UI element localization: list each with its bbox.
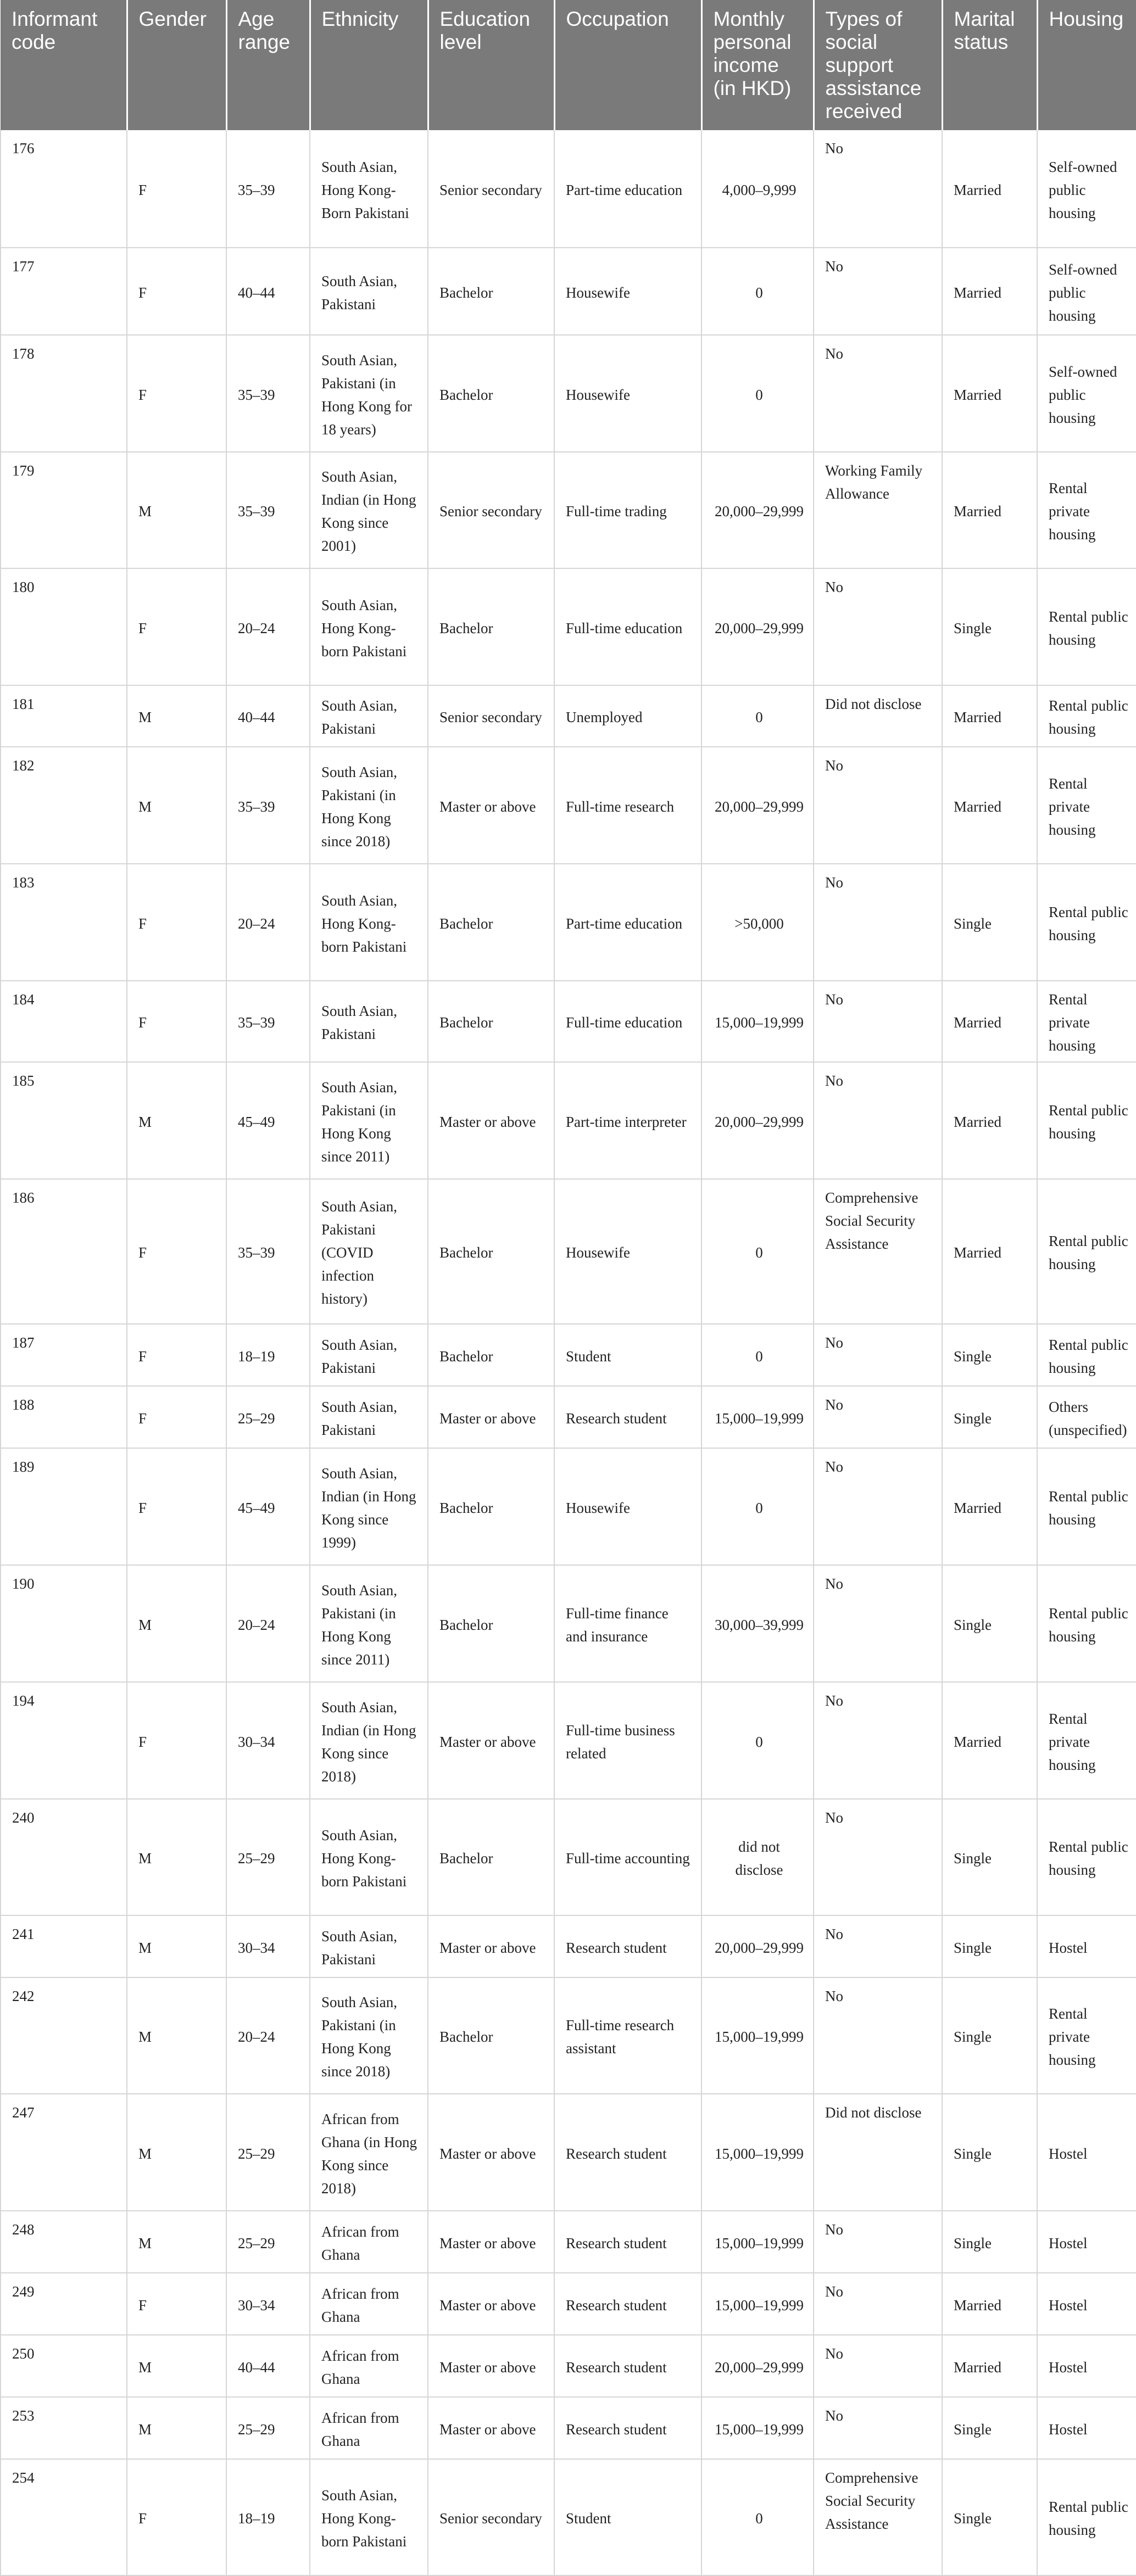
- cell-housing: Hostel: [1037, 1915, 1136, 1977]
- cell-social-support: No: [814, 747, 942, 864]
- table-row: [1, 747, 1136, 864]
- cell-social-support: No: [814, 1565, 942, 1682]
- cell-occupation: Research student: [554, 1386, 701, 1448]
- cell-education-level: Senior secondary: [428, 2459, 554, 2575]
- cell-age-range: 45–49: [226, 1062, 310, 1179]
- cell-occupation: Research student: [554, 2397, 701, 2459]
- cell-gender: F: [127, 1386, 226, 1448]
- cell-gender: M: [127, 1977, 226, 2094]
- cell-occupation: Student: [554, 1324, 701, 1386]
- cell-ethnicity: South Asian, Hong Kong-born Pakistani: [310, 1799, 428, 1915]
- cell-informant-code: 249: [1, 2273, 127, 2335]
- table-row: [1, 1915, 1136, 1977]
- table-row: [1, 1179, 1136, 1324]
- cell-occupation: Research student: [554, 2273, 701, 2335]
- cell-education-level: Bachelor: [428, 981, 554, 1062]
- cell-marital-status: Single: [942, 864, 1037, 981]
- header-gender: Gender: [127, 0, 226, 130]
- cell-ethnicity: African from Ghana: [310, 2211, 428, 2273]
- cell-marital-status: Married: [942, 1062, 1037, 1179]
- cell-social-support: Comprehensive Social Security Assistance: [814, 2459, 942, 2575]
- cell-social-support: No: [814, 248, 942, 335]
- table-row: [1, 1977, 1136, 2094]
- cell-marital-status: Single: [942, 1565, 1037, 1682]
- cell-education-level: Bachelor: [428, 568, 554, 685]
- cell-social-support: No: [814, 2335, 942, 2397]
- cell-housing: Self-owned public housing: [1037, 130, 1136, 248]
- cell-occupation: Part-time education: [554, 864, 701, 981]
- cell-occupation: Housewife: [554, 1448, 701, 1565]
- cell-housing: Hostel: [1037, 2211, 1136, 2273]
- table-row: [1, 1062, 1136, 1179]
- header-housing: Housing: [1037, 0, 1136, 130]
- cell-informant-code: 188: [1, 1386, 127, 1448]
- header-marital-status: Marital status: [942, 0, 1037, 130]
- cell-age-range: 45–49: [226, 1448, 310, 1565]
- cell-occupation: Research student: [554, 2335, 701, 2397]
- cell-social-support: No: [814, 2397, 942, 2459]
- cell-education-level: Bachelor: [428, 1179, 554, 1324]
- header-informant-code: Informant code: [1, 0, 127, 130]
- cell-social-support: No: [814, 1062, 942, 1179]
- cell-ethnicity: South Asian, Hong Kong-born Pakistani: [310, 2459, 428, 2575]
- cell-education-level: Master or above: [428, 747, 554, 864]
- cell-education-level: Master or above: [428, 1386, 554, 1448]
- cell-ethnicity: African from Ghana (in Hong Kong since 2018): [310, 2094, 428, 2211]
- cell-informant-code: 180: [1, 568, 127, 685]
- cell-social-support: No: [814, 1682, 942, 1799]
- cell-age-range: 35–39: [226, 130, 310, 248]
- cell-age-range: 35–39: [226, 1179, 310, 1324]
- cell-informant-code: 194: [1, 1682, 127, 1799]
- cell-ethnicity: South Asian, Pakistani: [310, 1324, 428, 1386]
- cell-informant-code: 185: [1, 1062, 127, 1179]
- cell-ethnicity: South Asian, Hong Kong-born Pakistani: [310, 568, 428, 685]
- cell-education-level: Senior secondary: [428, 452, 554, 568]
- cell-age-range: 25–29: [226, 1386, 310, 1448]
- cell-occupation: Full-time accounting: [554, 1799, 701, 1915]
- cell-marital-status: Single: [942, 2397, 1037, 2459]
- cell-housing: Rental public housing: [1037, 2459, 1136, 2575]
- cell-marital-status: Single: [942, 2094, 1037, 2211]
- table-header-row: [1, 0, 1136, 130]
- header-ethnicity: Ethnicity: [310, 0, 428, 130]
- cell-informant-code: 248: [1, 2211, 127, 2273]
- cell-gender: F: [127, 335, 226, 452]
- cell-housing: Hostel: [1037, 2397, 1136, 2459]
- cell-marital-status: Married: [942, 685, 1037, 747]
- cell-occupation: Unemployed: [554, 685, 701, 747]
- cell-monthly-income: 0: [701, 2459, 814, 2575]
- cell-age-range: 40–44: [226, 2335, 310, 2397]
- header-social-support: Types of social support assistance received: [814, 0, 942, 130]
- header-occupation: Occupation: [554, 0, 701, 130]
- cell-gender: M: [127, 1799, 226, 1915]
- cell-occupation: Full-time research: [554, 747, 701, 864]
- cell-age-range: 18–19: [226, 1324, 310, 1386]
- cell-marital-status: Married: [942, 130, 1037, 248]
- cell-age-range: 40–44: [226, 685, 310, 747]
- cell-housing: Rental public housing: [1037, 1448, 1136, 1565]
- cell-housing: Rental private housing: [1037, 981, 1136, 1062]
- cell-informant-code: 181: [1, 685, 127, 747]
- table-row: [1, 864, 1136, 981]
- cell-monthly-income: 20,000–29,999: [701, 747, 814, 864]
- cell-monthly-income: 15,000–19,999: [701, 2397, 814, 2459]
- header-monthly-income: Monthly personal income (in HKD): [701, 0, 814, 130]
- cell-gender: M: [127, 2397, 226, 2459]
- cell-ethnicity: South Asian, Pakistani (in Hong Kong since 2011): [310, 1565, 428, 1682]
- cell-age-range: 30–34: [226, 2273, 310, 2335]
- cell-ethnicity: South Asian, Indian (in Hong Kong since 1999): [310, 1448, 428, 1565]
- cell-age-range: 25–29: [226, 2397, 310, 2459]
- cell-education-level: Bachelor: [428, 248, 554, 335]
- cell-monthly-income: 15,000–19,999: [701, 2094, 814, 2211]
- cell-social-support: No: [814, 1324, 942, 1386]
- cell-monthly-income: 15,000–19,999: [701, 981, 814, 1062]
- cell-informant-code: 240: [1, 1799, 127, 1915]
- cell-informant-code: 242: [1, 1977, 127, 2094]
- cell-housing: Rental private housing: [1037, 452, 1136, 568]
- cell-marital-status: Married: [942, 335, 1037, 452]
- cell-education-level: Master or above: [428, 2094, 554, 2211]
- cell-marital-status: Married: [942, 747, 1037, 864]
- cell-ethnicity: African from Ghana: [310, 2397, 428, 2459]
- cell-ethnicity: South Asian, Pakistani: [310, 685, 428, 747]
- cell-marital-status: Married: [942, 2273, 1037, 2335]
- cell-age-range: 35–39: [226, 981, 310, 1062]
- cell-marital-status: Single: [942, 2211, 1037, 2273]
- cell-occupation: Research student: [554, 2094, 701, 2211]
- cell-marital-status: Single: [942, 2459, 1037, 2575]
- cell-gender: F: [127, 2273, 226, 2335]
- cell-age-range: 25–29: [226, 2211, 310, 2273]
- cell-social-support: No: [814, 2211, 942, 2273]
- cell-social-support: Comprehensive Social Security Assistance: [814, 1179, 942, 1324]
- cell-social-support: Working Family Allowance: [814, 452, 942, 568]
- table-row: [1, 248, 1136, 335]
- cell-informant-code: 253: [1, 2397, 127, 2459]
- cell-housing: Rental private housing: [1037, 747, 1136, 864]
- cell-informant-code: 241: [1, 1915, 127, 1977]
- cell-marital-status: Married: [942, 981, 1037, 1062]
- cell-social-support: No: [814, 864, 942, 981]
- cell-age-range: 30–34: [226, 1915, 310, 1977]
- table-row: [1, 1324, 1136, 1386]
- cell-ethnicity: South Asian, Hong Kong-Born Pakistani: [310, 130, 428, 248]
- cell-housing: Rental private housing: [1037, 1682, 1136, 1799]
- cell-age-range: 20–24: [226, 1977, 310, 2094]
- cell-ethnicity: South Asian, Pakistani (in Hong Kong since 2011): [310, 1062, 428, 1179]
- cell-marital-status: Married: [942, 248, 1037, 335]
- cell-gender: M: [127, 1565, 226, 1682]
- cell-housing: Rental public housing: [1037, 568, 1136, 685]
- cell-housing: Rental public housing: [1037, 1565, 1136, 1682]
- cell-gender: F: [127, 1179, 226, 1324]
- table-row: [1, 2211, 1136, 2273]
- cell-housing: Hostel: [1037, 2273, 1136, 2335]
- cell-age-range: 30–34: [226, 1682, 310, 1799]
- table-row: [1, 2397, 1136, 2459]
- cell-monthly-income: 0: [701, 335, 814, 452]
- cell-monthly-income: did not disclose: [701, 1799, 814, 1915]
- cell-age-range: 20–24: [226, 1565, 310, 1682]
- cell-monthly-income: 0: [701, 1324, 814, 1386]
- cell-informant-code: 182: [1, 747, 127, 864]
- cell-monthly-income: 4,000–9,999: [701, 130, 814, 248]
- cell-monthly-income: 0: [701, 685, 814, 747]
- cell-informant-code: 179: [1, 452, 127, 568]
- cell-social-support: No: [814, 2273, 942, 2335]
- cell-gender: F: [127, 568, 226, 685]
- cell-ethnicity: African from Ghana: [310, 2335, 428, 2397]
- cell-ethnicity: South Asian, Pakistani (COVID infection history): [310, 1179, 428, 1324]
- cell-gender: F: [127, 864, 226, 981]
- table-row: [1, 1565, 1136, 1682]
- cell-housing: Self-owned public housing: [1037, 335, 1136, 452]
- cell-education-level: Master or above: [428, 1915, 554, 1977]
- cell-ethnicity: South Asian, Indian (in Hong Kong since 2018): [310, 1682, 428, 1799]
- cell-occupation: Research student: [554, 1915, 701, 1977]
- cell-social-support: No: [814, 1799, 942, 1915]
- table-row: [1, 2273, 1136, 2335]
- cell-gender: F: [127, 981, 226, 1062]
- table-row: [1, 981, 1136, 1062]
- cell-gender: F: [127, 1448, 226, 1565]
- cell-age-range: 25–29: [226, 2094, 310, 2211]
- cell-monthly-income: 20,000–29,999: [701, 1915, 814, 1977]
- cell-informant-code: 184: [1, 981, 127, 1062]
- cell-occupation: Part-time interpreter: [554, 1062, 701, 1179]
- cell-informant-code: 176: [1, 130, 127, 248]
- cell-occupation: Full-time business related: [554, 1682, 701, 1799]
- cell-age-range: 25–29: [226, 1799, 310, 1915]
- cell-ethnicity: South Asian, Pakistani (in Hong Kong for 18 years): [310, 335, 428, 452]
- cell-age-range: 35–39: [226, 335, 310, 452]
- cell-informant-code: 189: [1, 1448, 127, 1565]
- cell-education-level: Bachelor: [428, 1799, 554, 1915]
- table-row: [1, 2094, 1136, 2211]
- table-row: [1, 685, 1136, 747]
- cell-informant-code: 187: [1, 1324, 127, 1386]
- cell-informant-code: 247: [1, 2094, 127, 2211]
- cell-monthly-income: 0: [701, 248, 814, 335]
- cell-social-support: No: [814, 981, 942, 1062]
- cell-informant-code: 190: [1, 1565, 127, 1682]
- cell-gender: M: [127, 2211, 226, 2273]
- cell-occupation: Full-time finance and insurance: [554, 1565, 701, 1682]
- cell-education-level: Bachelor: [428, 1565, 554, 1682]
- cell-gender: M: [127, 685, 226, 747]
- cell-education-level: Master or above: [428, 1062, 554, 1179]
- cell-gender: F: [127, 1682, 226, 1799]
- cell-monthly-income: 20,000–29,999: [701, 452, 814, 568]
- table-row: [1, 2335, 1136, 2397]
- cell-social-support: No: [814, 1977, 942, 2094]
- cell-occupation: Housewife: [554, 335, 701, 452]
- cell-age-range: 18–19: [226, 2459, 310, 2575]
- cell-ethnicity: South Asian, Pakistani: [310, 981, 428, 1062]
- cell-monthly-income: 15,000–19,999: [701, 2211, 814, 2273]
- cell-age-range: 35–39: [226, 452, 310, 568]
- cell-ethnicity: South Asian, Pakistani (in Hong Kong since 2018): [310, 747, 428, 864]
- cell-housing: Hostel: [1037, 2335, 1136, 2397]
- table-row: [1, 568, 1136, 685]
- cell-education-level: Bachelor: [428, 1977, 554, 2094]
- cell-gender: F: [127, 2459, 226, 2575]
- cell-marital-status: Single: [942, 1324, 1037, 1386]
- cell-education-level: Bachelor: [428, 864, 554, 981]
- cell-gender: M: [127, 1062, 226, 1179]
- cell-social-support: Did not disclose: [814, 2094, 942, 2211]
- cell-education-level: Bachelor: [428, 1448, 554, 1565]
- cell-social-support: No: [814, 1448, 942, 1565]
- cell-informant-code: 177: [1, 248, 127, 335]
- cell-monthly-income: 15,000–19,999: [701, 2273, 814, 2335]
- cell-gender: M: [127, 1915, 226, 1977]
- cell-marital-status: Single: [942, 1799, 1037, 1915]
- cell-ethnicity: South Asian, Indian (in Hong Kong since 2001): [310, 452, 428, 568]
- cell-education-level: Master or above: [428, 2397, 554, 2459]
- cell-education-level: Senior secondary: [428, 685, 554, 747]
- cell-occupation: Student: [554, 2459, 701, 2575]
- table-body: [1, 130, 1136, 2575]
- cell-ethnicity: African from Ghana: [310, 2273, 428, 2335]
- cell-gender: M: [127, 747, 226, 864]
- cell-housing: Hostel: [1037, 2094, 1136, 2211]
- cell-marital-status: Single: [942, 1915, 1037, 1977]
- cell-marital-status: Single: [942, 568, 1037, 685]
- cell-monthly-income: 0: [701, 1179, 814, 1324]
- table-row: [1, 2459, 1136, 2575]
- cell-marital-status: Married: [942, 1682, 1037, 1799]
- cell-housing: Rental public housing: [1037, 685, 1136, 747]
- cell-gender: F: [127, 248, 226, 335]
- cell-age-range: 20–24: [226, 568, 310, 685]
- cell-education-level: Master or above: [428, 2335, 554, 2397]
- cell-marital-status: Married: [942, 2335, 1037, 2397]
- cell-occupation: Full-time trading: [554, 452, 701, 568]
- cell-education-level: Master or above: [428, 2273, 554, 2335]
- cell-housing: Self-owned public housing: [1037, 248, 1136, 335]
- cell-monthly-income: 0: [701, 1448, 814, 1565]
- cell-occupation: Part-time education: [554, 130, 701, 248]
- cell-monthly-income: 30,000–39,999: [701, 1565, 814, 1682]
- cell-housing: Rental private housing: [1037, 1977, 1136, 2094]
- cell-education-level: Master or above: [428, 1682, 554, 1799]
- cell-social-support: No: [814, 130, 942, 248]
- table-row: [1, 452, 1136, 568]
- cell-gender: F: [127, 130, 226, 248]
- table-row: [1, 1448, 1136, 1565]
- table-row: [1, 1682, 1136, 1799]
- cell-occupation: Housewife: [554, 248, 701, 335]
- cell-housing: Rental public housing: [1037, 1324, 1136, 1386]
- cell-education-level: Bachelor: [428, 335, 554, 452]
- cell-education-level: Senior secondary: [428, 130, 554, 248]
- cell-informant-code: 178: [1, 335, 127, 452]
- cell-gender: M: [127, 2335, 226, 2397]
- cell-housing: Rental public housing: [1037, 1179, 1136, 1324]
- cell-monthly-income: >50,000: [701, 864, 814, 981]
- cell-ethnicity: South Asian, Pakistani: [310, 1915, 428, 1977]
- cell-marital-status: Married: [942, 1179, 1037, 1324]
- cell-age-range: 20–24: [226, 864, 310, 981]
- cell-social-support: No: [814, 568, 942, 685]
- cell-monthly-income: 20,000–29,999: [701, 2335, 814, 2397]
- cell-social-support: No: [814, 1386, 942, 1448]
- cell-monthly-income: 0: [701, 1682, 814, 1799]
- cell-age-range: 35–39: [226, 747, 310, 864]
- cell-monthly-income: 15,000–19,999: [701, 1386, 814, 1448]
- cell-informant-code: 250: [1, 2335, 127, 2397]
- table-row: [1, 1799, 1136, 1915]
- cell-marital-status: Single: [942, 1386, 1037, 1448]
- cell-education-level: Bachelor: [428, 1324, 554, 1386]
- cell-housing: Others (unspecified): [1037, 1386, 1136, 1448]
- cell-monthly-income: 20,000–29,999: [701, 1062, 814, 1179]
- cell-ethnicity: South Asian, Pakistani: [310, 1386, 428, 1448]
- cell-education-level: Master or above: [428, 2211, 554, 2273]
- cell-gender: F: [127, 1324, 226, 1386]
- cell-social-support: No: [814, 335, 942, 452]
- header-education-level: Education level: [428, 0, 554, 130]
- cell-ethnicity: South Asian, Hong Kong-born Pakistani: [310, 864, 428, 981]
- cell-marital-status: Married: [942, 1448, 1037, 1565]
- table-row: [1, 335, 1136, 452]
- cell-gender: M: [127, 452, 226, 568]
- cell-social-support: Did not disclose: [814, 685, 942, 747]
- cell-age-range: 40–44: [226, 248, 310, 335]
- cell-occupation: Research student: [554, 2211, 701, 2273]
- cell-monthly-income: 15,000–19,999: [701, 1977, 814, 2094]
- cell-marital-status: Married: [942, 452, 1037, 568]
- header-age-range: Age range: [226, 0, 310, 130]
- cell-ethnicity: South Asian, Pakistani: [310, 248, 428, 335]
- cell-housing: Rental public housing: [1037, 1799, 1136, 1915]
- cell-occupation: Full-time education: [554, 568, 701, 685]
- cell-housing: Rental public housing: [1037, 1062, 1136, 1179]
- cell-monthly-income: 20,000–29,999: [701, 568, 814, 685]
- cell-housing: Rental public housing: [1037, 864, 1136, 981]
- cell-occupation: Housewife: [554, 1179, 701, 1324]
- cell-informant-code: 186: [1, 1179, 127, 1324]
- cell-social-support: No: [814, 1915, 942, 1977]
- cell-occupation: Full-time education: [554, 981, 701, 1062]
- table-row: [1, 1386, 1136, 1448]
- cell-informant-code: 254: [1, 2459, 127, 2575]
- cell-informant-code: 183: [1, 864, 127, 981]
- cell-gender: M: [127, 2094, 226, 2211]
- cell-ethnicity: South Asian, Pakistani (in Hong Kong since 2018): [310, 1977, 428, 2094]
- table-row: [1, 130, 1136, 248]
- cell-occupation: Full-time research assistant: [554, 1977, 701, 2094]
- cell-marital-status: Single: [942, 1977, 1037, 2094]
